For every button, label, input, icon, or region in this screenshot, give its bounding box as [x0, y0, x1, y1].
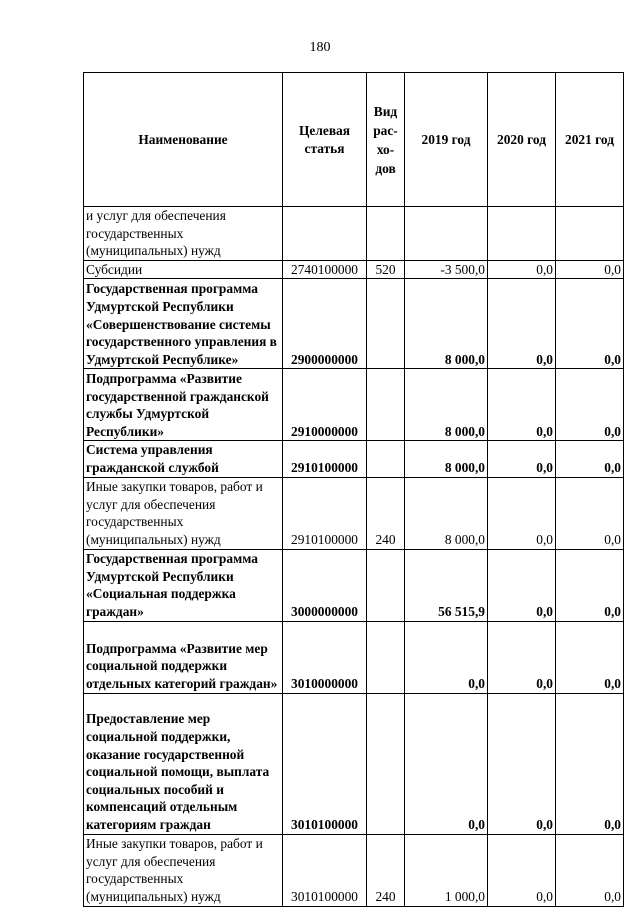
table-header-row: [84, 73, 624, 207]
row-2020-cell: 0,0: [488, 260, 556, 279]
row-target-article-cell: 2910100000: [283, 477, 367, 549]
row-2021-cell: 0,0: [556, 621, 624, 693]
row-name-cell: Система управления гражданской службой: [84, 441, 283, 477]
table-row: [84, 621, 624, 693]
row-target-article-cell: 2740100000: [283, 260, 367, 279]
table-row: [84, 369, 624, 441]
row-target-article-cell: 2910100000: [283, 441, 367, 477]
row-2021-cell: 0,0: [556, 549, 624, 621]
row-2021-cell: 0,0: [556, 441, 624, 477]
row-2021-cell: [556, 207, 624, 261]
row-expense-type-cell: [367, 279, 405, 369]
row-2020-cell: 0,0: [488, 441, 556, 477]
row-name-cell: Предоставление мер социальной поддержки, оказание государственной социальной помощи, выплата социальных пособий и компенсаций отдельным категориям граждан: [84, 693, 283, 834]
row-2020-cell: 0,0: [488, 693, 556, 834]
row-target-article-cell: 3010000000: [283, 621, 367, 693]
row-name-cell: Государственная программа Удмуртской Республики «Совершенствование системы государственного управления в Удмуртской Республике»: [84, 279, 283, 369]
budget-table: [83, 72, 624, 907]
row-2021-cell: 0,0: [556, 477, 624, 549]
row-2020-cell: 0,0: [488, 477, 556, 549]
row-target-article-cell: 3010100000: [283, 693, 367, 834]
row-2019-cell: 0,0: [405, 693, 488, 834]
row-2019-cell: 8 000,0: [405, 441, 488, 477]
row-2019-cell: -3 500,0: [405, 260, 488, 279]
table-row: [84, 834, 624, 906]
row-2020-cell: 0,0: [488, 279, 556, 369]
row-expense-type-cell: [367, 369, 405, 441]
row-2021-cell: 0,0: [556, 260, 624, 279]
row-2019-cell: 0,0: [405, 621, 488, 693]
row-name-cell: Подпрограмма «Развитие мер социальной поддержки отдельных категорий граждан»: [84, 621, 283, 693]
row-2019-cell: 8 000,0: [405, 477, 488, 549]
row-2020-cell: 0,0: [488, 621, 556, 693]
header-2021: 2021 год: [556, 73, 624, 207]
header-2019: 2019 год: [405, 73, 488, 207]
row-2019-cell: 1 000,0: [405, 834, 488, 906]
row-target-article-cell: [283, 207, 367, 261]
row-2021-cell: 0,0: [556, 693, 624, 834]
row-target-article-cell: 3000000000: [283, 549, 367, 621]
row-name-cell: и услуг для обеспечения государственных (муниципальных) нужд: [84, 207, 283, 261]
row-expense-type-cell: 240: [367, 834, 405, 906]
table-row: [84, 477, 624, 549]
row-name-cell: Иные закупки товаров, работ и услуг для обеспечения государственных (муниципальных) нужд: [84, 477, 283, 549]
row-expense-type-cell: [367, 549, 405, 621]
row-2019-cell: 8 000,0: [405, 369, 488, 441]
row-2019-cell: [405, 207, 488, 261]
header-target-article: Целевая статья: [283, 73, 367, 207]
row-2020-cell: [488, 207, 556, 261]
row-target-article-cell: 2900000000: [283, 279, 367, 369]
row-target-article-cell: 3010100000: [283, 834, 367, 906]
table-row: [84, 549, 624, 621]
row-expense-type-cell: [367, 207, 405, 261]
table-row: [84, 279, 624, 369]
table-row: [84, 260, 624, 279]
row-name-cell: Подпрограмма «Развитие государственной гражданской службы Удмуртской Республики»: [84, 369, 283, 441]
row-name-cell: Государственная программа Удмуртской Республики «Социальная поддержка граждан»: [84, 549, 283, 621]
header-name: Наименование: [84, 73, 283, 207]
row-expense-type-cell: [367, 693, 405, 834]
row-expense-type-cell: 240: [367, 477, 405, 549]
row-expense-type-cell: [367, 621, 405, 693]
row-2019-cell: 56 515,9: [405, 549, 488, 621]
table-row: [84, 441, 624, 477]
page-number: 180: [309, 40, 331, 55]
row-2020-cell: 0,0: [488, 549, 556, 621]
table-body: [84, 207, 624, 907]
row-2020-cell: 0,0: [488, 369, 556, 441]
row-2021-cell: 0,0: [556, 834, 624, 906]
row-expense-type-cell: [367, 441, 405, 477]
row-expense-type-cell: 520: [367, 260, 405, 279]
table-row: [84, 207, 624, 261]
row-2021-cell: 0,0: [556, 279, 624, 369]
row-2020-cell: 0,0: [488, 834, 556, 906]
header-2020: 2020 год: [488, 73, 556, 207]
row-name-cell: Субсидии: [84, 260, 283, 279]
row-target-article-cell: 2910000000: [283, 369, 367, 441]
row-name-cell: Иные закупки товаров, работ и услуг для обеспечения государственных (муниципальных) нужд: [84, 834, 283, 906]
row-2021-cell: 0,0: [556, 369, 624, 441]
row-2019-cell: 8 000,0: [405, 279, 488, 369]
table-row: [84, 693, 624, 834]
header-expense-type: Вид рас-хо-дов: [367, 73, 405, 207]
